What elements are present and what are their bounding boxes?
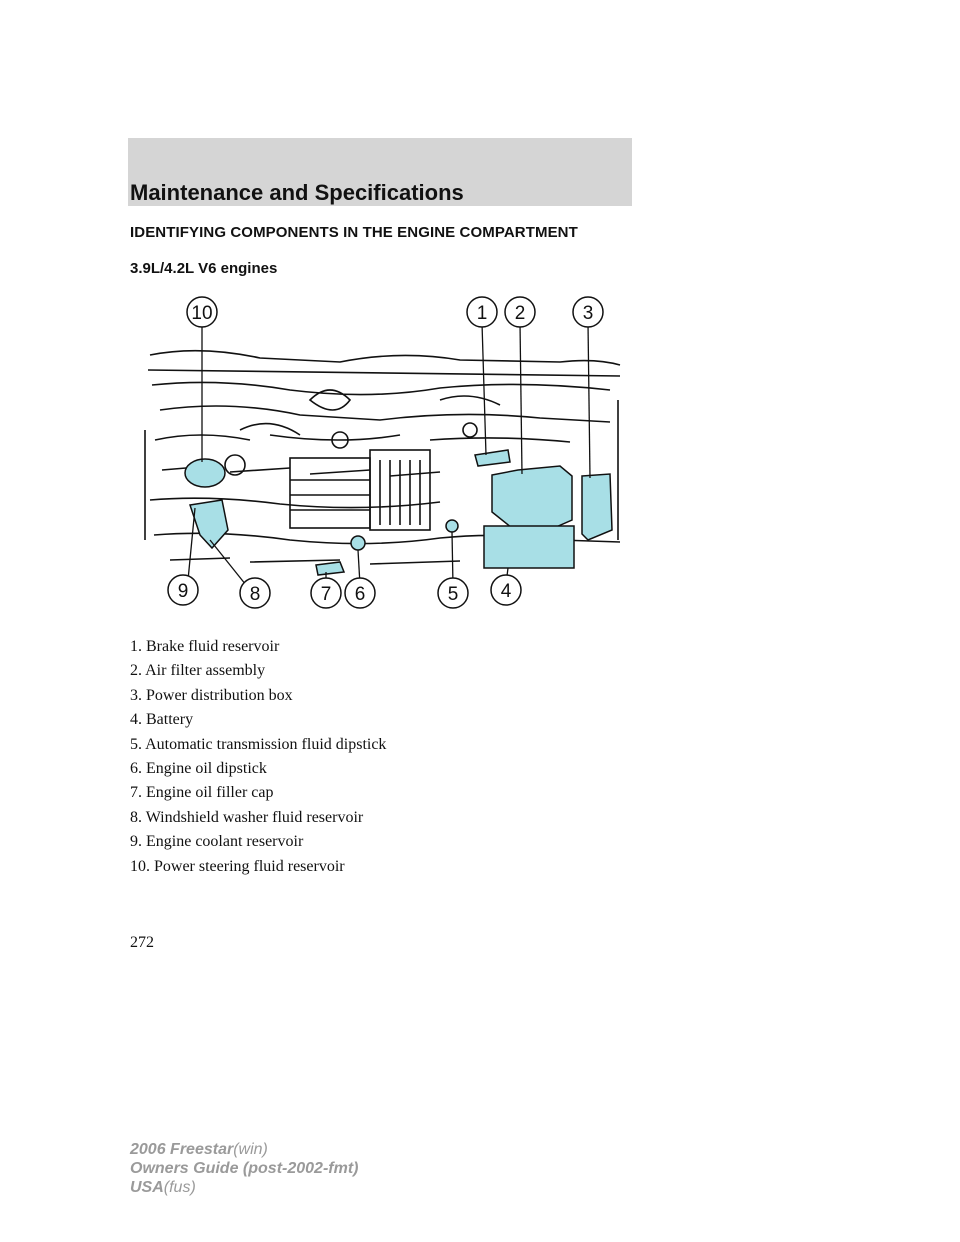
footer-market: USA — [130, 1179, 164, 1196]
callout-label-3: 3 — [582, 303, 594, 324]
engine-compartment-drawing — [140, 290, 630, 610]
atf-dipstick-highlight — [446, 520, 458, 532]
footer-guide: Owners Guide (post-2002-fmt) — [130, 1160, 359, 1177]
callout-label-2: 2 — [514, 303, 526, 324]
callout-label-8: 8 — [249, 584, 261, 605]
air-filter-highlight — [492, 466, 572, 534]
page-header-title: Maintenance and Specifications — [130, 180, 464, 205]
section-heading: IDENTIFYING COMPONENTS IN THE ENGINE COMPARTMENT — [130, 224, 578, 241]
callout-label-7: 7 — [320, 584, 332, 605]
callout-label-10: 10 — [191, 303, 213, 324]
footer-market-code: (fus) — [163, 1179, 196, 1196]
power-steering-reservoir-highlight — [185, 459, 225, 487]
legend-item: 1. Brake fluid reservoir — [130, 638, 280, 655]
legend-item: 9. Engine coolant reservoir — [130, 833, 304, 851]
coolant-reservoir-highlight — [190, 500, 228, 548]
callout-label-1: 1 — [476, 303, 488, 324]
legend-item: 2. Air filter assembly — [130, 662, 266, 680]
footer-line-3 — [130, 1178, 358, 1197]
footer-model-code: (win) — [233, 1141, 268, 1158]
engine-compartment-diagram — [140, 290, 630, 610]
battery-highlight — [484, 526, 574, 568]
oil-filler-cap-highlight — [316, 562, 344, 575]
brake-reservoir-highlight — [475, 450, 510, 466]
oil-dipstick-highlight — [351, 536, 365, 550]
engine-subheading: 3.9L/4.2L V6 engines — [130, 260, 278, 277]
highlighted-components — [185, 450, 612, 575]
legend-item: 8. Windshield washer fluid reservoir — [130, 808, 364, 826]
legend-item: 10. Power steering fluid reservoir — [130, 857, 345, 875]
legend-item: 4. Battery — [130, 711, 194, 729]
callout-label-5: 5 — [447, 584, 459, 605]
callout-label-9: 9 — [177, 581, 189, 602]
callout-label-4: 4 — [500, 581, 512, 602]
footer-line-2 — [130, 1159, 358, 1178]
page-number: 272 — [130, 934, 154, 951]
callout-label-6: 6 — [354, 584, 366, 605]
legend-item: 6. Engine oil dipstick — [130, 759, 267, 777]
legend-item: 7. Engine oil filler cap — [130, 784, 274, 802]
document-footer — [130, 1140, 358, 1197]
legend-item: 5. Automatic transmission fluid dipstick — [130, 735, 387, 753]
legend-item: 3. Power distribution box — [130, 686, 293, 704]
component-legend — [130, 635, 386, 879]
footer-model: 2006 Freestar — [130, 1141, 234, 1158]
power-distribution-box-highlight — [582, 474, 612, 540]
footer-line-1 — [130, 1140, 358, 1159]
